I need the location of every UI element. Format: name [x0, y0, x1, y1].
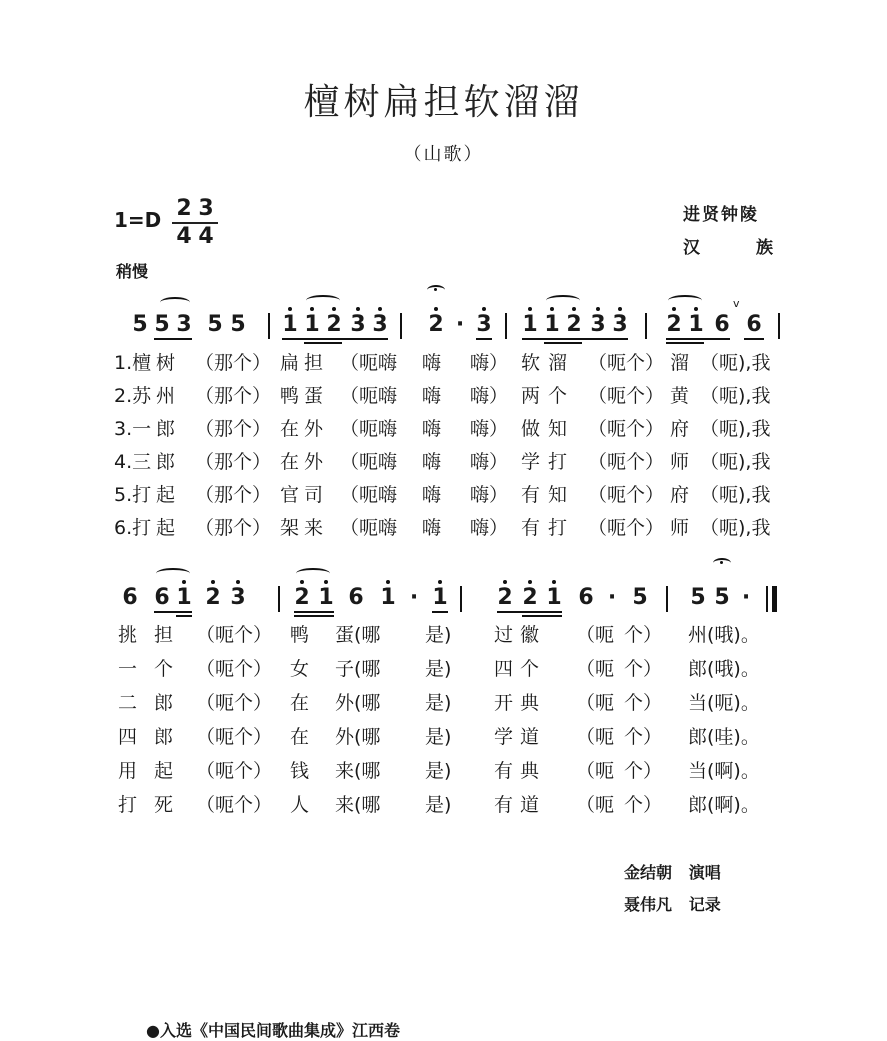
lyric-syllable: 打 [548, 517, 568, 539]
lyric-syllable: 蛋 [304, 385, 324, 407]
underline [522, 615, 562, 617]
lyric-syllable: 是) [425, 794, 452, 816]
lyric-syllable: 打 [548, 451, 568, 473]
lyric-syllable: 师 [670, 451, 690, 473]
lyric-syllable: （呃 [576, 760, 615, 782]
barline [778, 313, 780, 339]
lyric-syllable: 个） [624, 624, 663, 646]
lyric-syllable: 是) [425, 624, 452, 646]
lyric-syllable: 起 [156, 484, 176, 506]
lyric-syllable: （呃个） [588, 385, 665, 407]
underline [304, 342, 342, 344]
time-sig-denominator: 4 [176, 224, 192, 249]
note: 1 [282, 305, 298, 345]
note-dot: · [741, 585, 751, 610]
lyric-syllable: 来(哪 [335, 760, 381, 782]
note: 3 [590, 305, 606, 345]
lyric-syllable: （呃嗨 [340, 451, 398, 473]
lyric-syllable: 嗨） [470, 352, 509, 374]
recorder-role: 记录 [688, 895, 721, 914]
lyric-syllable: （那个） [195, 484, 272, 506]
lyric-syllable: （呃嗨 [340, 517, 398, 539]
lyric-syllable: 是) [425, 726, 452, 748]
lyric-syllable: 州(哦)。 [688, 624, 760, 646]
lyric-syllable: （呃 [576, 726, 615, 748]
lyric-syllable: 6.打 [114, 517, 152, 539]
song-title: 檀树扁担软溜溜 [303, 82, 584, 123]
underline [294, 615, 334, 617]
note: 1 [380, 578, 396, 618]
lyric-syllable: （呃 [576, 794, 615, 816]
lyric-syllable: （呃 [576, 624, 615, 646]
slur [668, 295, 702, 306]
lyric-syllable: （呃个） [196, 726, 273, 748]
lyric-syllable: 4.三 [114, 451, 152, 473]
note: 2 [205, 578, 221, 618]
jianpu-line-2 [0, 578, 887, 618]
lyric-syllable: 嗨 [422, 385, 442, 407]
song-ethnicity [683, 233, 773, 258]
underline [666, 338, 730, 340]
lyric-syllable: 鸭 [280, 385, 300, 407]
note: 3 [176, 312, 192, 337]
lyric-syllable: （呃个） [588, 418, 665, 440]
lyric-syllable: 是) [425, 658, 452, 680]
note: 3 [476, 305, 492, 345]
slur [296, 568, 330, 579]
lyric-syllable: 道 [520, 726, 540, 748]
underline [497, 611, 562, 613]
lyric-syllable: 嗨） [470, 517, 509, 539]
lyric-syllable: 在 [290, 726, 310, 748]
note: 1 [304, 305, 320, 345]
lyric-syllable: 嗨） [470, 418, 509, 440]
lyric-syllable: 个） [624, 726, 663, 748]
note: 1 [546, 578, 562, 618]
recorder-name: 聂伟凡 [624, 895, 673, 914]
lyric-syllable: （呃个） [588, 352, 665, 374]
underline [744, 338, 764, 340]
slur [156, 568, 190, 579]
lyric-syllable: （呃个） [196, 658, 273, 680]
lyric-syllable: 鸭 [290, 624, 310, 646]
note: 3 [230, 578, 246, 618]
key-signature: 1=D [114, 208, 162, 232]
note: 1 [544, 305, 560, 345]
underline [522, 338, 628, 340]
lyric-syllable: 来(哪 [335, 794, 381, 816]
lyric-syllable: （呃嗨 [340, 352, 398, 374]
lyric-syllable: （呃个） [196, 760, 273, 782]
lyric-syllable: 起 [154, 760, 174, 782]
lyric-syllable: 道 [520, 794, 540, 816]
lyric-syllable: 郎 [154, 692, 174, 714]
lyric-syllable: 官 [280, 484, 300, 506]
slur [546, 295, 580, 306]
lyric-syllable: 过 [494, 624, 514, 646]
lyric-syllable: 外 [304, 418, 324, 440]
lyric-syllable: 在 [280, 451, 300, 473]
lyric-syllable: 在 [280, 418, 300, 440]
lyric-syllable: 师 [670, 517, 690, 539]
lyric-syllable: 来 [304, 517, 324, 539]
recorder-credit [624, 892, 721, 915]
lyric-syllable: 开 [494, 692, 514, 714]
song-origin-place: 进贤钟陵 [683, 205, 759, 225]
note: 6 [154, 585, 170, 610]
lyric-syllable: （呃个） [588, 451, 665, 473]
note: 2 [666, 305, 682, 345]
lyric-syllable: （呃 [576, 658, 615, 680]
lyric-syllable: 典 [520, 760, 540, 782]
lyric-syllable: （呃个） [588, 517, 665, 539]
note: 6 [714, 312, 730, 337]
lyric-syllable: 典 [520, 692, 540, 714]
lyric-syllable: 有 [521, 517, 541, 539]
lyric-syllable: 1.檀 [114, 352, 152, 374]
time-signature-2-4 [172, 196, 196, 250]
lyric-syllable: （那个） [195, 418, 272, 440]
underline [294, 611, 334, 613]
lyric-syllable: 起 [156, 517, 176, 539]
note: 2 [522, 578, 538, 618]
lyric-syllable: 嗨 [422, 418, 442, 440]
note: 1 [432, 578, 448, 618]
lyric-syllable: 死 [154, 794, 174, 816]
lyric-syllable: （呃个） [588, 484, 665, 506]
lyric-syllable: （呃嗨 [340, 418, 398, 440]
lyric-syllable: （呃嗨 [340, 385, 398, 407]
jianpu-line-1 [0, 297, 887, 345]
lyric-syllable: （呃个） [196, 692, 273, 714]
lyric-syllable: 郎(哇)。 [688, 726, 760, 748]
lyric-syllable: 树 [156, 352, 176, 374]
lyric-syllable: （呃个） [196, 794, 273, 816]
lyric-syllable: （呃个） [196, 624, 273, 646]
underline [476, 338, 492, 340]
barline [278, 586, 280, 612]
barline [460, 586, 462, 612]
lyric-syllable: 软 [521, 352, 541, 374]
lyric-syllable: （那个） [195, 385, 272, 407]
slur [160, 297, 190, 308]
final-barline [766, 586, 768, 612]
note: 6 [746, 312, 762, 337]
lyric-syllable: 郎(啊)。 [688, 794, 760, 816]
barline [645, 313, 647, 339]
note: 5 [154, 312, 170, 337]
singer-role: 演唱 [688, 863, 721, 882]
lyric-syllable: 担 [304, 352, 324, 374]
lyric-syllable: 司 [304, 484, 324, 506]
time-signature-3-4 [194, 196, 218, 250]
note-dot: · [455, 312, 465, 337]
underline [154, 611, 192, 613]
lyric-syllable: （呃),我 [700, 352, 771, 374]
lyric-syllable: 四 [118, 726, 138, 748]
lyric-syllable: 做 [521, 418, 541, 440]
lyric-syllable: （呃),我 [700, 484, 771, 506]
lyric-syllable: 用 [118, 760, 138, 782]
note: 6 [348, 585, 364, 610]
lyric-syllable: 嗨） [470, 451, 509, 473]
note: 5 [632, 585, 648, 610]
note: 6 [122, 585, 138, 610]
lyric-syllable: 知 [548, 484, 568, 506]
underline [176, 615, 192, 617]
lyric-syllable: 外 [304, 451, 324, 473]
lyric-syllable: 嗨） [470, 484, 509, 506]
underline [432, 611, 448, 613]
note: 5 [132, 312, 148, 337]
lyric-syllable: 郎 [156, 418, 176, 440]
note: 5 [714, 585, 730, 610]
note: 2 [326, 305, 342, 345]
lyric-syllable: （呃),我 [700, 517, 771, 539]
note: 3 [350, 305, 366, 345]
lyric-syllable: 是) [425, 692, 452, 714]
lyric-syllable: 当(啊)。 [688, 760, 760, 782]
time-sig-denominator: 4 [198, 224, 214, 249]
source-footnote: ●入选《中国民间歌曲集成》江西卷 [146, 1021, 400, 1040]
lyric-syllable: （呃嗨 [340, 484, 398, 506]
lyric-syllable: 个） [624, 760, 663, 782]
singer-name: 金结朝 [624, 863, 673, 882]
note: 2 [428, 305, 444, 345]
lyric-syllable: 郎(哦)。 [688, 658, 760, 680]
slur [306, 295, 340, 306]
lyric-syllable: （呃),我 [700, 451, 771, 473]
time-sig-numerator: 3 [194, 196, 218, 224]
note: 5 [207, 312, 223, 337]
lyric-syllable: 个 [548, 385, 568, 407]
tempo-marking: 稍慢 [116, 262, 149, 281]
lyric-syllable: 打 [118, 794, 138, 816]
note: 1 [522, 305, 538, 345]
lyric-syllable: 郎 [154, 726, 174, 748]
lyric-syllable: （呃 [576, 692, 615, 714]
lyric-syllable: （那个） [195, 517, 272, 539]
lyric-syllable: 嗨 [422, 517, 442, 539]
note: 3 [372, 305, 388, 345]
note: 3 [612, 305, 628, 345]
note: 1 [688, 305, 704, 345]
lyric-syllable: 子(哪 [335, 658, 381, 680]
note: 5 [230, 312, 246, 337]
barline [268, 313, 270, 339]
lyric-syllable: （呃),我 [700, 385, 771, 407]
lyric-syllable: （那个） [195, 352, 272, 374]
lyric-syllable: 外(哪 [335, 726, 381, 748]
lyric-syllable: 嗨 [422, 484, 442, 506]
note: 2 [294, 578, 310, 618]
lyric-syllable: 知 [548, 418, 568, 440]
lyric-syllable: 当(呃)。 [688, 692, 760, 714]
lyric-syllable: 黄 [670, 385, 690, 407]
final-barline [772, 586, 777, 612]
lyric-syllable: 架 [280, 517, 300, 539]
barline [505, 313, 507, 339]
lyric-syllable: 5.打 [114, 484, 152, 506]
lyric-syllable: 溜 [548, 352, 568, 374]
lyric-syllable: 郎 [156, 451, 176, 473]
lyric-syllable: 人 [290, 794, 310, 816]
lyric-syllable: 个 [520, 658, 540, 680]
lyric-syllable: 一 [118, 658, 138, 680]
time-sig-numerator: 2 [172, 196, 196, 224]
lyric-syllable: 个） [624, 794, 663, 816]
ethnicity-char: 族 [756, 238, 773, 258]
underline [154, 338, 192, 340]
barline [666, 586, 668, 612]
lyric-syllable: 嗨 [422, 451, 442, 473]
lyric-syllable: 有 [521, 484, 541, 506]
lyric-syllable: 2.苏 [114, 385, 152, 407]
lyric-syllable: 府 [670, 484, 690, 506]
lyric-syllable: 外(哪 [335, 692, 381, 714]
note-dot: · [409, 585, 419, 610]
fermata-icon [427, 285, 445, 295]
lyric-syllable: 扁 [280, 352, 300, 374]
lyric-syllable: 溜 [670, 352, 690, 374]
lyric-syllable: 有 [494, 760, 514, 782]
underline [282, 338, 388, 340]
lyric-syllable: 州 [156, 385, 176, 407]
lyric-syllable: 个 [154, 658, 174, 680]
lyric-syllable: 挑 [118, 624, 138, 646]
lyric-syllable: 两 [521, 385, 541, 407]
lyric-syllable: 个） [624, 658, 663, 680]
underline [544, 342, 582, 344]
lyric-syllable: 嗨） [470, 385, 509, 407]
lyric-syllable: （那个） [195, 451, 272, 473]
note: 1 [176, 578, 192, 618]
barline [400, 313, 402, 339]
lyric-syllable: 3.一 [114, 418, 152, 440]
lyric-syllable: 钱 [290, 760, 310, 782]
underline [666, 342, 704, 344]
lyric-syllable: 女 [290, 658, 310, 680]
note: 2 [566, 305, 582, 345]
lyric-syllable: 徽 [520, 624, 540, 646]
lyric-syllable: 是) [425, 760, 452, 782]
lyric-syllable: （呃),我 [700, 418, 771, 440]
singer-credit [624, 860, 721, 883]
fermata-icon [713, 558, 731, 568]
note: 2 [497, 578, 513, 618]
note-dot: · [607, 585, 617, 610]
lyric-syllable: 在 [290, 692, 310, 714]
lyric-syllable: 嗨 [422, 352, 442, 374]
note: 6 [578, 585, 594, 610]
lyric-syllable: 府 [670, 418, 690, 440]
lyric-syllable: 学 [494, 726, 514, 748]
lyric-syllable: 个） [624, 692, 663, 714]
lyric-syllable: 学 [521, 451, 541, 473]
lyric-syllable: 担 [154, 624, 174, 646]
lyric-syllable: 有 [494, 794, 514, 816]
accent-mark: v [733, 297, 740, 310]
note: 1 [318, 578, 334, 618]
note: 5 [690, 585, 706, 610]
ethnicity-char: 汉 [683, 238, 700, 258]
lyric-syllable: 蛋(哪 [335, 624, 381, 646]
song-genre: （山歌） [403, 144, 484, 165]
lyric-syllable: 四 [494, 658, 514, 680]
lyric-syllable: 二 [118, 692, 138, 714]
